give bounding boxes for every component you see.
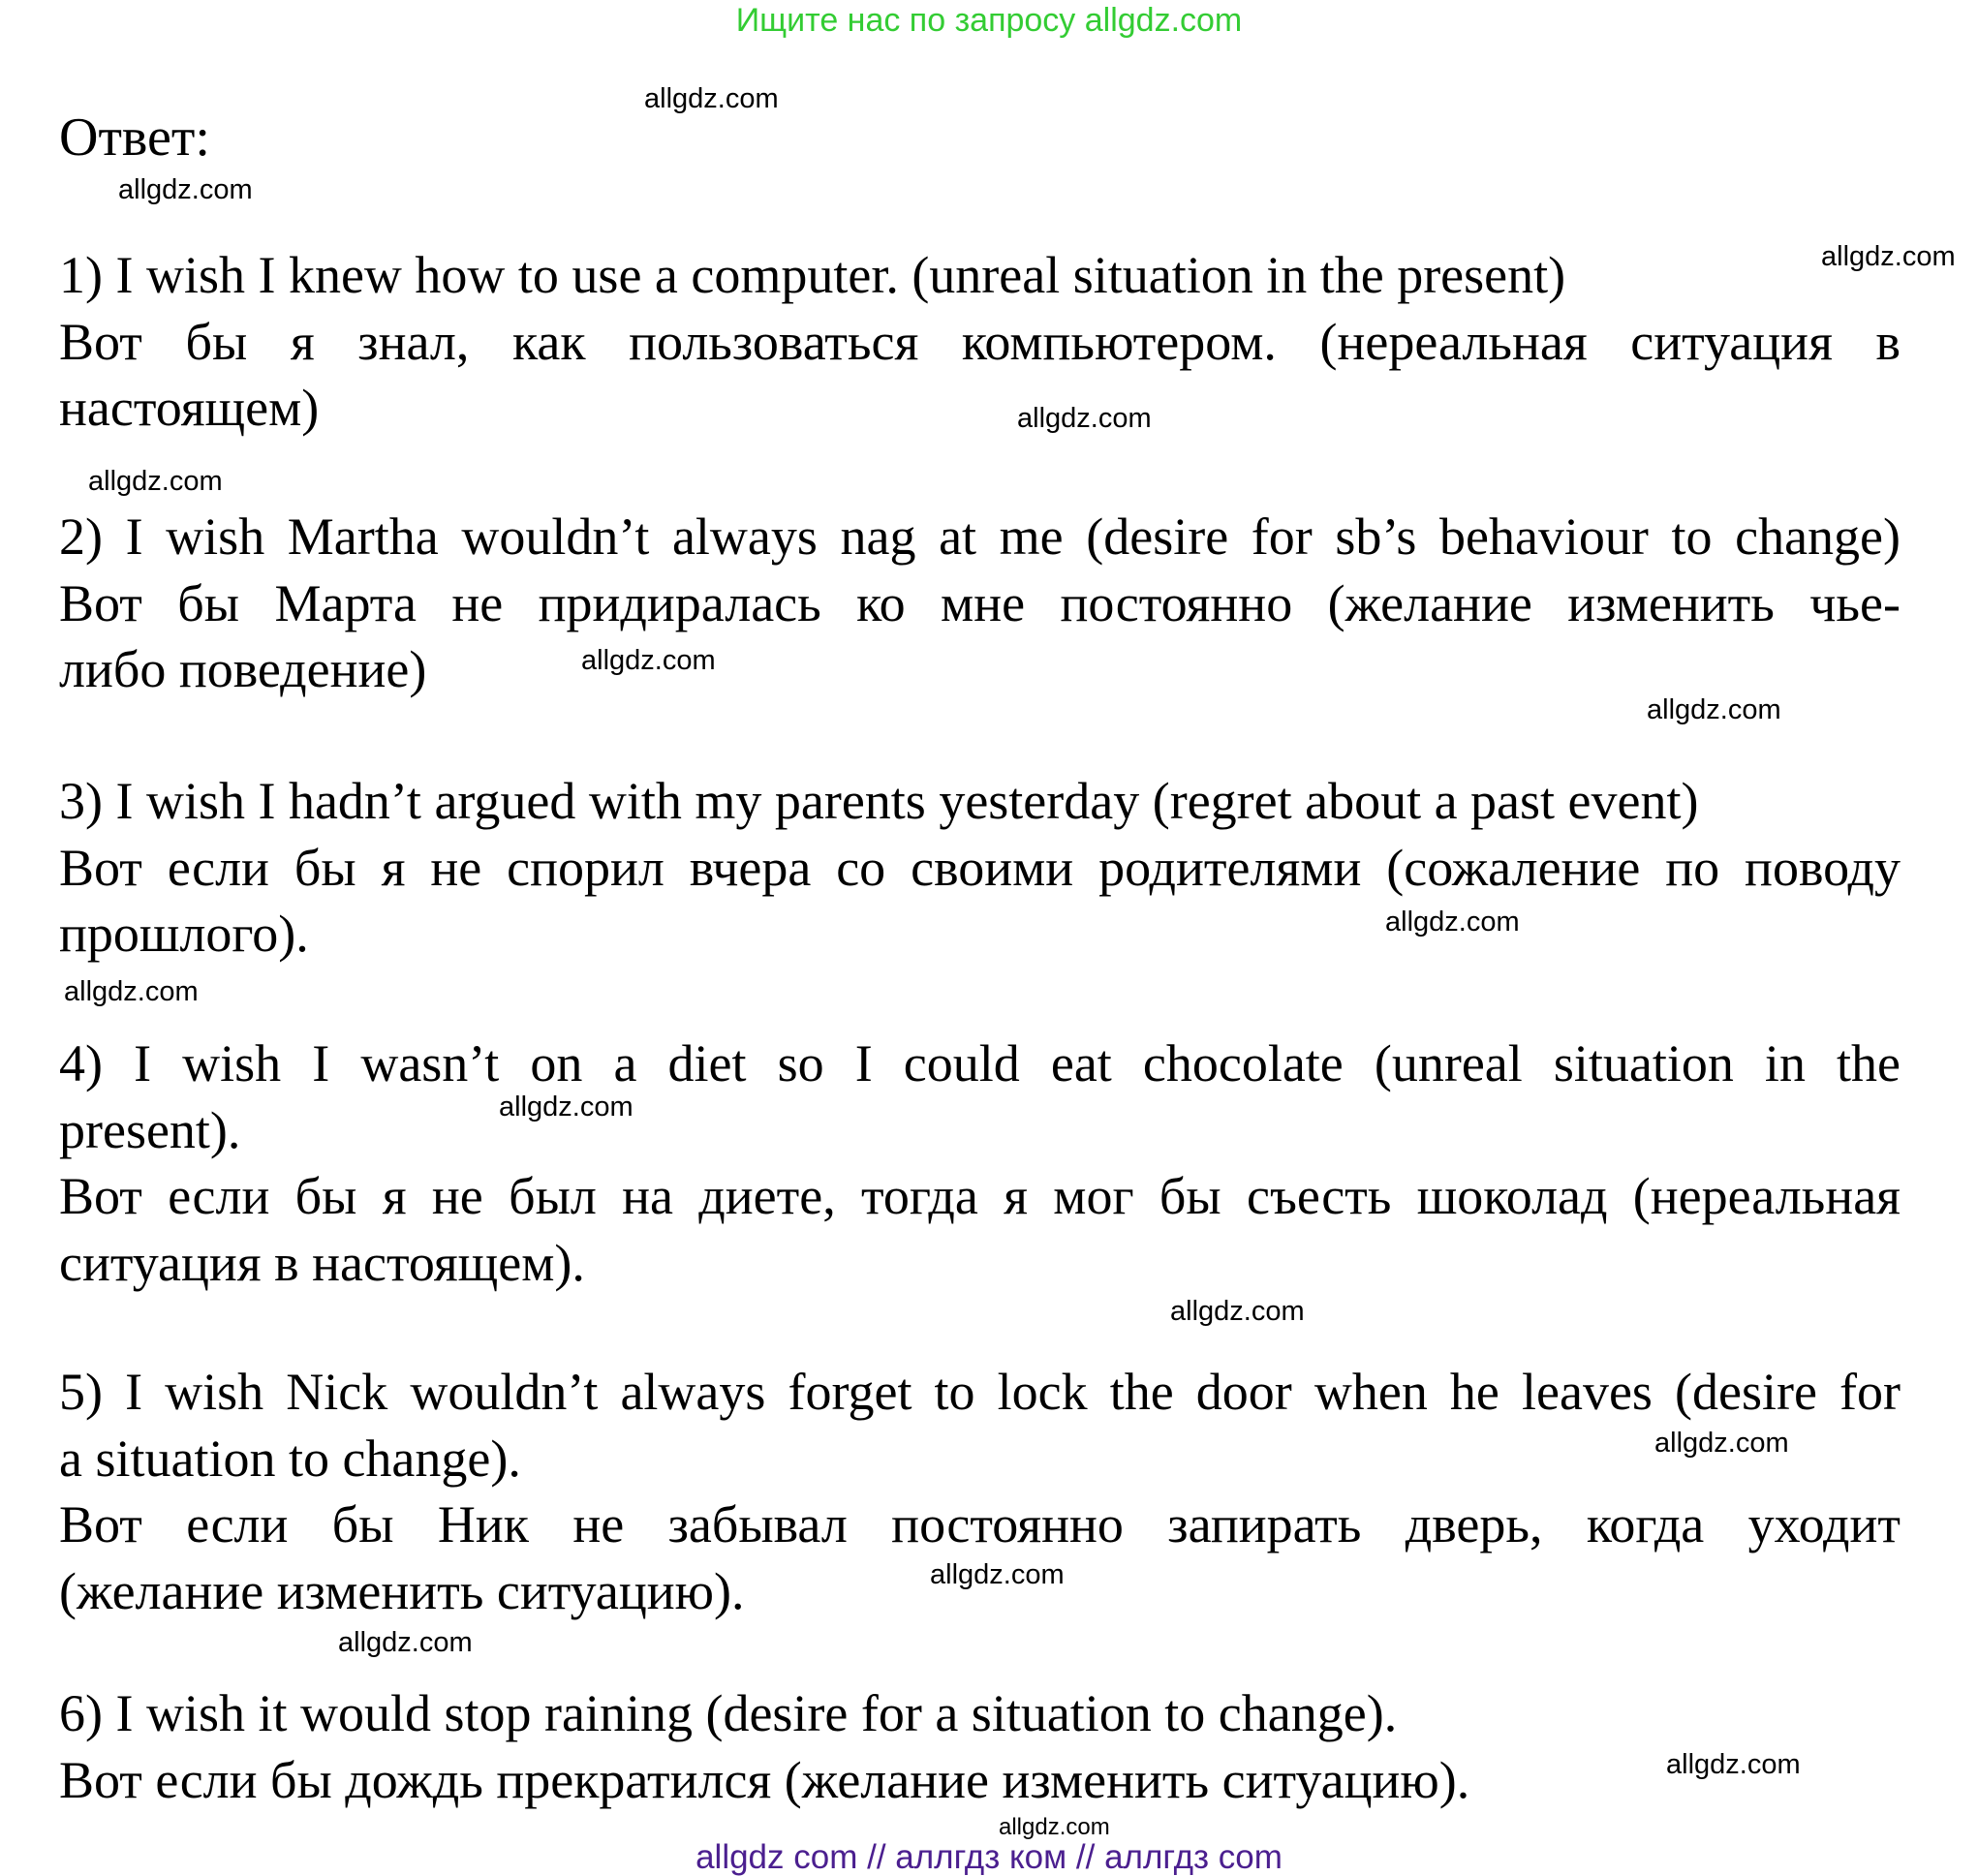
watermark: allgdz.com (1170, 1296, 1305, 1327)
footer-links: allgdz com // аллгдз ком // аллгдз com (695, 1838, 1283, 1876)
answer-line: 6) I wish it would stop raining (desire for a situation to change). (59, 1684, 1398, 1742)
answer-label: Ответ: (59, 108, 210, 168)
answer-line: 4) I wish I wasn’t on a diet so I could eat chocolate (unreal situation in the (59, 1034, 1901, 1092)
watermark: allgdz.com (88, 466, 223, 497)
watermark: allgdz.com (930, 1559, 1065, 1590)
watermark: allgdz.com (1017, 403, 1152, 434)
answer-line: ситуация в настоящем). (59, 1233, 585, 1292)
answer-item (59, 768, 1901, 968)
answer-line: настоящем) (59, 379, 320, 437)
answer-line: 2) I wish Martha wouldn’t always nag at me (desire for sb’s behaviour to change) (59, 507, 1901, 566)
watermark: allgdz.com (581, 645, 716, 676)
answer-item (59, 242, 1901, 442)
watermark: allgdz.com (644, 83, 779, 114)
watermark: allgdz.com (999, 1814, 1110, 1840)
answer-item (59, 1680, 1901, 1813)
answer-line: Вот бы я знал, как пользоваться компьютером. (нереальная ситуация в (59, 312, 1901, 371)
answer-line: Вот если бы Ник не забывал постоянно запирать дверь, когда уходит (59, 1495, 1901, 1553)
answer-line: (желание изменить ситуацию). (59, 1561, 745, 1620)
watermark: allgdz.com (1821, 241, 1956, 272)
answer-line: Вот если бы дождь прекратился (желание изменить ситуацию). (59, 1750, 1470, 1809)
answer-line: либо поведение) (59, 640, 427, 698)
watermark: allgdz.com (64, 976, 199, 1007)
watermark: allgdz.com (338, 1627, 473, 1658)
watermark: allgdz.com (118, 174, 253, 205)
answer-line: прошлого). (59, 905, 309, 963)
answer-item (59, 1030, 1901, 1296)
answer-line: 5) I wish Nick wouldn’t always forget to lock the door when he leaves (desire for (59, 1363, 1901, 1421)
answer-line: Вот бы Марта не придиралась ко мне постоянно (желание изменить чье- (59, 573, 1901, 632)
answer-line: Вот если бы я не спорил вчера со своими родителями (сожаление по поводу (59, 838, 1901, 897)
answer-line: 1) I wish I knew how to use a computer. (unreal situation in the present) (59, 246, 1566, 304)
answer-item (59, 504, 1901, 703)
answer-line: 3) I wish I hadn’t argued with my parents yesterday (regret about a past event) (59, 772, 1699, 830)
watermark: allgdz.com (1654, 1428, 1789, 1459)
answer-line: Вот если бы я не был на диете, тогда я мог бы съесть шоколад (нереальная (59, 1167, 1901, 1225)
answer-line: present). (59, 1100, 241, 1159)
watermark: allgdz.com (1647, 694, 1781, 725)
watermark: allgdz.com (1666, 1749, 1801, 1780)
watermark: allgdz.com (499, 1092, 634, 1123)
watermark: allgdz.com (1385, 907, 1520, 938)
answer-line: a situation to change). (59, 1429, 521, 1488)
search-hint-header: Ищите нас по запросу allgdz.com (735, 2, 1243, 39)
